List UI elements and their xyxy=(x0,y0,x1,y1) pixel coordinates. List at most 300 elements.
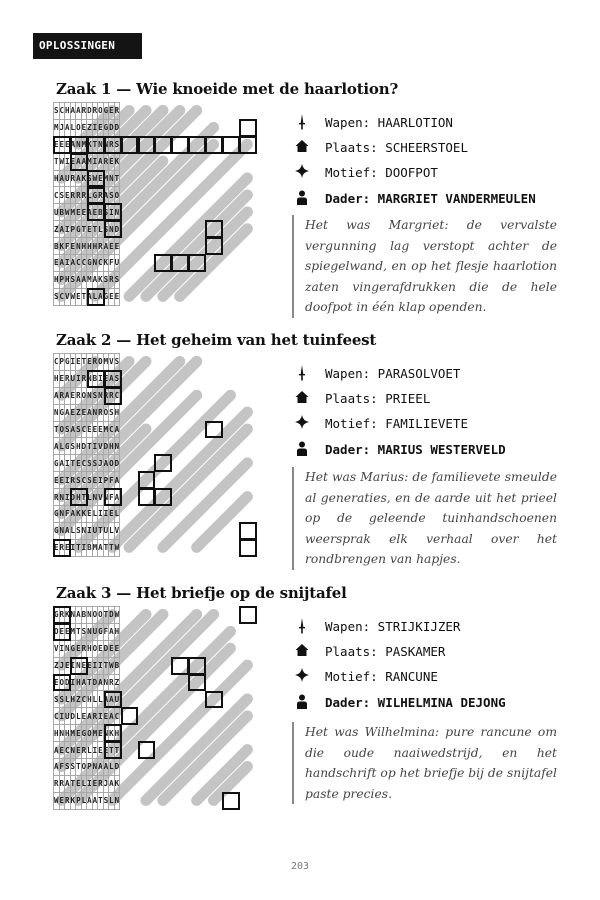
grid-cell: I xyxy=(92,153,98,170)
grid-cell: E xyxy=(98,170,104,187)
grid-cell: U xyxy=(103,522,109,539)
grid-cell: N xyxy=(103,674,109,691)
grid-cell: S xyxy=(59,187,65,204)
grid-cell: M xyxy=(70,725,76,742)
grid-cell: U xyxy=(114,691,120,708)
grid-cell: A xyxy=(98,759,104,776)
grid-cell: L xyxy=(92,288,98,305)
solution-letter-box xyxy=(53,623,71,641)
grid-cell: S xyxy=(87,170,93,187)
grid-cell: J xyxy=(103,775,109,792)
grid-cell: L xyxy=(109,792,115,809)
grid-cell: N xyxy=(59,506,65,523)
grid-cell: N xyxy=(109,221,115,238)
grid-cell: O xyxy=(98,607,104,624)
grid-cell: R xyxy=(109,136,115,153)
section-tag: OPLOSSINGEN xyxy=(33,33,142,59)
grid-cell: D xyxy=(114,221,120,238)
grid-cell: N xyxy=(59,489,65,506)
grid-cell: O xyxy=(98,103,104,120)
grid-cell: T xyxy=(81,221,87,238)
grid-cell: G xyxy=(98,623,104,640)
grid-cell: R xyxy=(98,187,104,204)
grid-cell: T xyxy=(87,438,93,455)
grid-cell: L xyxy=(87,489,93,506)
grid-cell: A xyxy=(103,238,109,255)
grid-cell: M xyxy=(92,539,98,556)
grid-cell: I xyxy=(70,657,76,674)
grid-cell: I xyxy=(98,506,104,523)
grid-cell: A xyxy=(76,153,82,170)
grid-cell: E xyxy=(76,742,82,759)
grid-cell: M xyxy=(81,136,87,153)
grid-cell: S xyxy=(114,354,120,371)
grid-cell: C xyxy=(81,421,87,438)
dagger-icon xyxy=(295,114,309,130)
solution-letter-box xyxy=(104,488,122,506)
grid-cell: I xyxy=(65,489,71,506)
solution-letter-box xyxy=(171,136,189,154)
grid-row xyxy=(54,792,120,809)
solution-letter-box xyxy=(154,136,172,154)
grid-cell: E xyxy=(76,204,82,221)
grid-cell: N xyxy=(103,725,109,742)
grid-cell: T xyxy=(81,354,87,371)
house-icon xyxy=(295,390,309,406)
solution-letter-box xyxy=(154,454,172,472)
grid-cell: N xyxy=(92,255,98,272)
grid-row xyxy=(54,522,120,539)
grid-cell: T xyxy=(76,539,82,556)
grid-cell: N xyxy=(70,607,76,624)
grid-row xyxy=(54,640,120,657)
grid-cell: W xyxy=(59,153,65,170)
grid-cell: N xyxy=(70,742,76,759)
solution-letter-box xyxy=(188,657,206,675)
solution-letter-box xyxy=(104,370,122,388)
grid-cell: M xyxy=(103,170,109,187)
grid-cell: W xyxy=(65,204,71,221)
grid-cell: T xyxy=(76,759,82,776)
grid-cell: F xyxy=(109,255,115,272)
grid-cell: E xyxy=(81,204,87,221)
grid-cell: T xyxy=(92,136,98,153)
grid-cell: I xyxy=(76,370,82,387)
solution-letter-box xyxy=(70,488,88,506)
grid-cell: I xyxy=(98,708,104,725)
grid-cell: D xyxy=(109,607,115,624)
solution-letter-box xyxy=(104,203,122,221)
grid-cell: E xyxy=(114,238,120,255)
grid-cell: B xyxy=(54,238,60,255)
grid-cell: K xyxy=(65,607,71,624)
grid-cell: S xyxy=(54,691,60,708)
grid-cell: A xyxy=(65,387,71,404)
grid-cell: A xyxy=(76,607,82,624)
grid-cell: G xyxy=(54,607,60,624)
grid-cell: O xyxy=(81,387,87,404)
grid-cell: E xyxy=(98,725,104,742)
grid-cell: F xyxy=(103,623,109,640)
grid-cell: T xyxy=(81,489,87,506)
grid-cell: A xyxy=(76,103,82,120)
solution-letter-box xyxy=(239,119,257,137)
explanation: Het was Margriet: de vervalste vergunning lag verstopt achter de spiegelwand, en op het flesje haarlotion zaten vingerafdrukken die de hele doofpot in één klap openden. xyxy=(292,215,557,318)
grid-cell: N xyxy=(109,170,115,187)
grid-cell: A xyxy=(109,775,115,792)
grid-cell: G xyxy=(92,187,98,204)
grid-cell: C xyxy=(65,742,71,759)
grid-cell: A xyxy=(65,522,71,539)
grid-cell: J xyxy=(98,455,104,472)
grid-cell: N xyxy=(65,640,71,657)
grid-cell: T xyxy=(87,674,93,691)
grid-cell: K xyxy=(76,506,82,523)
solution-letter-box xyxy=(205,691,223,709)
grid-cell: I xyxy=(65,153,71,170)
grid-cell: L xyxy=(114,506,120,523)
grid-cell: O xyxy=(87,725,93,742)
grid-cell: W xyxy=(92,170,98,187)
grid-cell: E xyxy=(54,539,60,556)
grid-cell: E xyxy=(76,775,82,792)
solution-letter-box xyxy=(87,203,105,221)
grid-cell: M xyxy=(92,725,98,742)
grid-cell: E xyxy=(59,623,65,640)
grid-row xyxy=(54,119,120,136)
grid-cell: E xyxy=(76,354,82,371)
grid-cell: R xyxy=(76,187,82,204)
sparkle-icon xyxy=(295,415,309,431)
grid-row xyxy=(54,271,120,288)
grid-cell: U xyxy=(70,370,76,387)
grid-cell: K xyxy=(103,255,109,272)
grid-cell: R xyxy=(59,539,65,556)
solution-letter-box xyxy=(171,657,189,675)
grid-cell: F xyxy=(109,472,115,489)
solution-letter-box xyxy=(104,220,122,238)
grid-cell: N xyxy=(87,370,93,387)
solution-letter-box xyxy=(239,136,257,154)
grid-cell: A xyxy=(70,255,76,272)
grid-cell: G xyxy=(54,455,60,472)
grid-cell: T xyxy=(114,170,120,187)
grid-cell: E xyxy=(87,657,93,674)
grid-cell: L xyxy=(87,742,93,759)
grid-cell: E xyxy=(54,255,60,272)
grid-cell: C xyxy=(114,387,120,404)
grid-cell: F xyxy=(65,238,71,255)
grid-cell: E xyxy=(59,742,65,759)
solution-letter-box xyxy=(87,170,105,188)
grid-cell: R xyxy=(70,187,76,204)
grid-cell: E xyxy=(76,288,82,305)
grid-cell: R xyxy=(65,792,71,809)
grid-cell: G xyxy=(54,506,60,523)
grid-cell: M xyxy=(70,623,76,640)
solution-letter-box xyxy=(70,657,88,675)
grid-cell: A xyxy=(65,775,71,792)
grid-cell: T xyxy=(81,288,87,305)
solution-letter-box xyxy=(239,606,257,624)
grid-cell: S xyxy=(76,472,82,489)
grid-row xyxy=(54,421,120,438)
grid-cell: H xyxy=(54,170,60,187)
grid-cell: I xyxy=(87,522,93,539)
grid-cell: E xyxy=(92,472,98,489)
grid-cell: C xyxy=(81,255,87,272)
grid-cell: G xyxy=(70,640,76,657)
grid-cell: J xyxy=(59,657,65,674)
grid-cell: C xyxy=(98,255,104,272)
grid-cell: O xyxy=(92,640,98,657)
grid-cell: C xyxy=(81,472,87,489)
grid-cell: E xyxy=(65,623,71,640)
grid-cell: F xyxy=(109,489,115,506)
sparkle-icon xyxy=(295,164,309,180)
grid-cell: N xyxy=(114,204,120,221)
grid-cell: H xyxy=(114,725,120,742)
grid-cell: N xyxy=(76,238,82,255)
grid-cell: H xyxy=(87,640,93,657)
grid-cell: T xyxy=(54,153,60,170)
grid-cell: F xyxy=(65,506,71,523)
grid-cell: N xyxy=(59,725,65,742)
grid-cell: H xyxy=(76,489,82,506)
case-title: Zaak 3 — Het briefje op de snijtafel xyxy=(56,584,347,602)
grid-cell: E xyxy=(59,792,65,809)
grid-cell: L xyxy=(65,691,71,708)
grid-cell: A xyxy=(76,271,82,288)
grid-cell: C xyxy=(109,421,115,438)
grid-cell: O xyxy=(109,455,115,472)
solution-letter-box xyxy=(222,136,240,154)
grid-cell: A xyxy=(54,387,60,404)
solution-letter-box xyxy=(121,136,139,154)
grid-cell: I xyxy=(81,539,87,556)
solution-letter-box xyxy=(121,707,139,725)
grid-cell: H xyxy=(87,691,93,708)
grid-cell: R xyxy=(70,472,76,489)
grid-cell: D xyxy=(109,119,115,136)
grid-row xyxy=(54,506,120,523)
grid-cell: I xyxy=(98,370,104,387)
person-icon xyxy=(295,694,309,710)
grid-cell: V xyxy=(65,288,71,305)
grid-cell: A xyxy=(54,438,60,455)
grid-cell: W xyxy=(70,288,76,305)
grid-cell: O xyxy=(81,759,87,776)
grid-cell: H xyxy=(76,438,82,455)
solution-letter-box xyxy=(205,237,223,255)
solution-letter-box xyxy=(53,606,71,624)
grid-cell: U xyxy=(92,623,98,640)
grid-cell: T xyxy=(98,522,104,539)
grid-cell: O xyxy=(92,607,98,624)
grid-cell: H xyxy=(65,271,71,288)
grid-cell: L xyxy=(98,221,104,238)
grid-cell: S xyxy=(109,404,115,421)
grid-cell: I xyxy=(98,657,104,674)
grid-row xyxy=(54,354,120,371)
grid-cell: G xyxy=(81,725,87,742)
grid-cell: W xyxy=(109,657,115,674)
grid-cell: R xyxy=(59,387,65,404)
grid-cell: A xyxy=(65,404,71,421)
grid-cell: E xyxy=(114,640,120,657)
person-icon xyxy=(295,441,309,457)
grid-cell: I xyxy=(65,472,71,489)
solution-letter-box xyxy=(104,691,122,709)
grid-cell: S xyxy=(54,288,60,305)
grid-cell: N xyxy=(92,759,98,776)
grid-cell: S xyxy=(114,370,120,387)
grid-cell: Z xyxy=(76,404,82,421)
grid-cell: A xyxy=(92,792,98,809)
grid-cell: K xyxy=(114,153,120,170)
grid-cell: I xyxy=(59,640,65,657)
grid-cell: T xyxy=(109,742,115,759)
grid-cell: N xyxy=(103,136,109,153)
grid-cell: A xyxy=(87,404,93,421)
grid-cell: O xyxy=(54,623,60,640)
grid-cell: P xyxy=(59,271,65,288)
grid-row xyxy=(54,255,120,272)
grid-cell: F xyxy=(59,759,65,776)
grid-cell: R xyxy=(81,370,87,387)
grid-cell: L xyxy=(109,759,115,776)
grid-cell: E xyxy=(98,640,104,657)
grid-cell: O xyxy=(103,404,109,421)
grid-cell: E xyxy=(87,354,93,371)
grid-cell: E xyxy=(70,238,76,255)
grid-cell: H xyxy=(54,725,60,742)
grid-cell: J xyxy=(59,119,65,136)
grid-cell: A xyxy=(81,271,87,288)
grid-cell: I xyxy=(103,506,109,523)
grid-cell: T xyxy=(92,221,98,238)
grid-cell: E xyxy=(81,657,87,674)
grid-cell: E xyxy=(87,421,93,438)
grid-cell: A xyxy=(92,271,98,288)
grid-cell: V xyxy=(98,489,104,506)
grid-cell: S xyxy=(87,455,93,472)
grid-cell: N xyxy=(92,489,98,506)
grid-cell: A xyxy=(114,489,120,506)
grid-cell: A xyxy=(109,370,115,387)
grid-cell: C xyxy=(59,288,65,305)
grid-cell: S xyxy=(70,271,76,288)
grid-cell: R xyxy=(54,489,60,506)
grid-cell: D xyxy=(65,674,71,691)
grid-cell: I xyxy=(98,472,104,489)
grid-row xyxy=(54,438,120,455)
solution-letter-box xyxy=(154,254,172,272)
grid-cell: L xyxy=(70,119,76,136)
grid-cell: S xyxy=(65,421,71,438)
grid-cell: K xyxy=(81,170,87,187)
grid-cell: N xyxy=(87,387,93,404)
grid-cell: H xyxy=(65,725,71,742)
grid-cell: T xyxy=(76,623,82,640)
solution-letter-box xyxy=(87,370,105,388)
grid-cell: B xyxy=(87,539,93,556)
grid-cell: V xyxy=(98,438,104,455)
grid-cell: E xyxy=(109,506,115,523)
grid-cell: I xyxy=(109,204,115,221)
grid-cell: D xyxy=(103,640,109,657)
grid-cell: E xyxy=(54,472,60,489)
grid-cell: O xyxy=(98,354,104,371)
grid-cell: I xyxy=(65,455,71,472)
solution-letter-box xyxy=(53,674,71,692)
grid-cell: V xyxy=(114,522,120,539)
grid-row xyxy=(54,472,120,489)
grid-cell: N xyxy=(81,522,87,539)
grid-cell: I xyxy=(59,708,65,725)
grid-cell: G xyxy=(65,354,71,371)
grid-cell: I xyxy=(65,255,71,272)
grid-cell: E xyxy=(59,472,65,489)
solution-letter-box xyxy=(239,539,257,557)
grid-cell: N xyxy=(87,607,93,624)
grid-cell: T xyxy=(70,775,76,792)
dagger-icon xyxy=(295,618,309,634)
grid-cell: E xyxy=(76,640,82,657)
solution-letter-box xyxy=(104,741,122,759)
solution-letter-box xyxy=(87,288,105,306)
grid-cell: M xyxy=(70,204,76,221)
grid-cell: A xyxy=(54,742,60,759)
grid-cell: C xyxy=(54,187,60,204)
grid-cell: R xyxy=(114,103,120,120)
solution-letter-box xyxy=(188,254,206,272)
solution-letter-box xyxy=(188,136,206,154)
grid-cell: M xyxy=(54,119,60,136)
grid-cell: R xyxy=(92,103,98,120)
grid-cell: S xyxy=(76,522,82,539)
grid-cell: A xyxy=(98,153,104,170)
grid-cell: S xyxy=(103,792,109,809)
grid-cell: C xyxy=(54,708,60,725)
grid-cell: E xyxy=(76,725,82,742)
grid-cell: H xyxy=(65,103,71,120)
solution-letter-box xyxy=(138,136,156,154)
grid-cell: S xyxy=(92,387,98,404)
grid-cell: U xyxy=(54,204,60,221)
grid-cell: A xyxy=(81,153,87,170)
grid-cell: G xyxy=(76,221,82,238)
grid-cell: H xyxy=(87,238,93,255)
grid-cell: E xyxy=(81,708,87,725)
dagger-icon xyxy=(295,365,309,381)
grid-cell: L xyxy=(87,187,93,204)
grid-cell: H xyxy=(109,438,115,455)
grid-cell: E xyxy=(92,421,98,438)
grid-cell: N xyxy=(103,489,109,506)
grid-cell: L xyxy=(70,522,76,539)
grid-cell: I xyxy=(92,438,98,455)
grid-cell: A xyxy=(70,136,76,153)
grid-cell: E xyxy=(65,187,71,204)
grid-cell: N xyxy=(92,404,98,421)
grid-cell: C xyxy=(81,455,87,472)
grid-cell: P xyxy=(59,354,65,371)
grid-cell: L xyxy=(98,691,104,708)
grid-cell: S xyxy=(70,759,76,776)
grid-cell: G xyxy=(59,404,65,421)
solution-letter-box xyxy=(222,792,240,810)
